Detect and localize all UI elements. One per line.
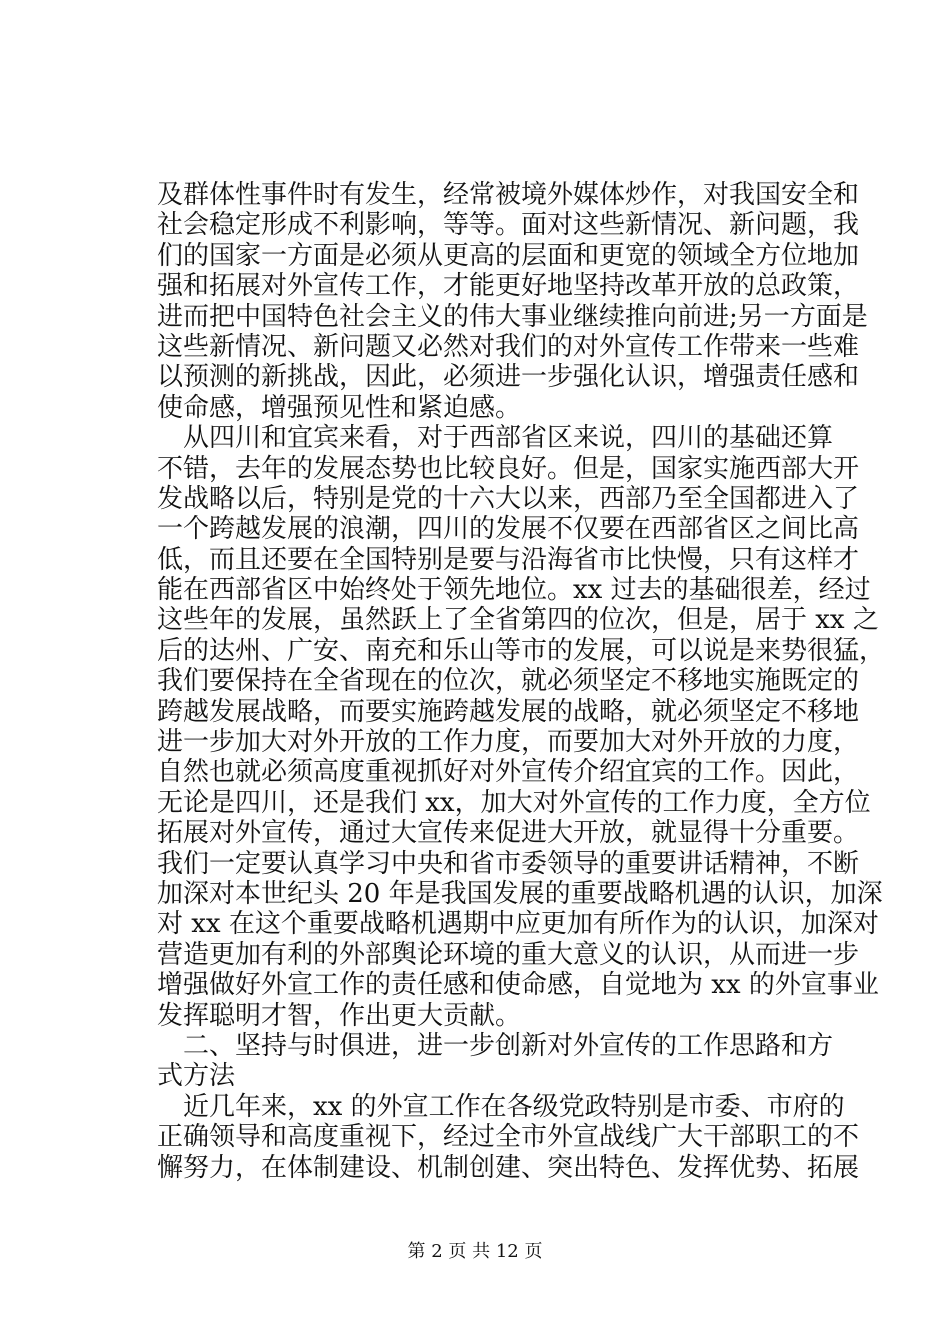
text-line: 自然也就必须高度重视抓好对外宣传介绍宜宾的工作。因此， bbox=[157, 757, 860, 788]
text-line: 对 xx 在这个重要战略机遇期中应更加有所作为的认识，加深对 bbox=[157, 909, 879, 940]
text-line: 不错，去年的发展态势也比较良好。但是，国家实施西部大开 bbox=[157, 453, 860, 484]
text-line: 这些年的发展，虽然跃上了全省第四的位次，但是，居于 xx 之 bbox=[157, 605, 879, 636]
text-line: 我们一定要认真学习中央和省市委领导的重要讲话精神，不断 bbox=[157, 848, 860, 879]
text-line: 后的达州、广安、南充和乐山等市的发展，可以说是来势很猛， bbox=[157, 635, 886, 666]
text-line: 低，而且还要在全国特别是要与沿海省市比快慢，只有这样才 bbox=[157, 544, 860, 575]
text-line: 进而把中国特色社会主义的伟大事业继续推向前进;另一方面是 bbox=[157, 301, 868, 332]
text-line: 这些新情况、新问题又必然对我们的对外宣传工作带来一些难 bbox=[157, 331, 860, 362]
section-heading-line: 二、坚持与时俱进，进一步创新对外宣传的工作思路和方 bbox=[183, 1030, 834, 1061]
text-line: 营造更加有利的外部舆论环境的重大意义的认识，从而进一步 bbox=[157, 939, 860, 970]
text-line: 及群体性事件时有发生，经常被境外媒体炒作，对我国安全和 bbox=[157, 180, 860, 210]
text-line: 增强做好外宣工作的责任感和使命感，自觉地为 xx 的外宣事业 bbox=[157, 970, 879, 1001]
text-line: 一个跨越发展的浪潮，四川的发展不仅要在西部省区之间比高 bbox=[157, 514, 860, 545]
text-line: 加深对本世纪头 20 年是我国发展的重要战略机遇的认识，加深 bbox=[157, 878, 883, 909]
text-line: 我们要保持在全省现在的位次，就必须坚定不移地实施既定的 bbox=[157, 666, 860, 697]
page-number-footer: 第 2 页 共 12 页 bbox=[407, 1241, 543, 1262]
text-line: 无论是四川，还是我们 xx，加大对外宣传的工作力度，全方位 bbox=[157, 787, 871, 818]
text-line: 使命感，增强预见性和紧迫感。 bbox=[157, 392, 522, 423]
body-text bbox=[157, 180, 886, 1183]
text-line: 强和拓展对外宣传工作，才能更好地坚持改革开放的总政策， bbox=[157, 271, 860, 302]
text-line: 发挥聪明才智，作出更大贡献。 bbox=[157, 1000, 522, 1031]
text-line: 能在西部省区中始终处于领先地位。xx 过去的基础很差，经过 bbox=[157, 575, 871, 606]
text-line: 社会稳定形成不利影响，等等。面对这些新情况、新问题，我 bbox=[157, 210, 860, 241]
text-line: 拓展对外宣传，通过大宣传来促进大开放，就显得十分重要。 bbox=[157, 818, 860, 849]
text-line: 发战略以后，特别是党的十六大以来，西部乃至全国都进入了 bbox=[157, 483, 860, 514]
text-line: 以预测的新挑战，因此，必须进一步强化认识，增强责任感和 bbox=[157, 362, 860, 393]
paragraph-start-line: 从四川和宜宾来看，对于西部省区来说，四川的基础还算 bbox=[183, 423, 834, 454]
text-line: 正确领导和高度重视下，经过全市外宣战线广大干部职工的不 bbox=[157, 1122, 860, 1153]
paragraph-start-line: 近几年来，xx 的外宣工作在各级党政特别是市委、市府的 bbox=[183, 1091, 845, 1122]
text-line: 懈努力，在体制建设、机制创建、突出特色、发挥优势、拓展 bbox=[157, 1152, 860, 1183]
section-heading-line: 式方法 bbox=[157, 1061, 236, 1092]
text-line: 们的国家一方面是必须从更高的层面和更宽的领域全方位地加 bbox=[157, 240, 860, 271]
text-line: 进一步加大对外开放的工作力度，而要加大对外开放的力度， bbox=[157, 727, 860, 758]
text-line: 跨越发展战略，而要实施跨越发展的战略，就必须坚定不移地 bbox=[157, 696, 860, 727]
